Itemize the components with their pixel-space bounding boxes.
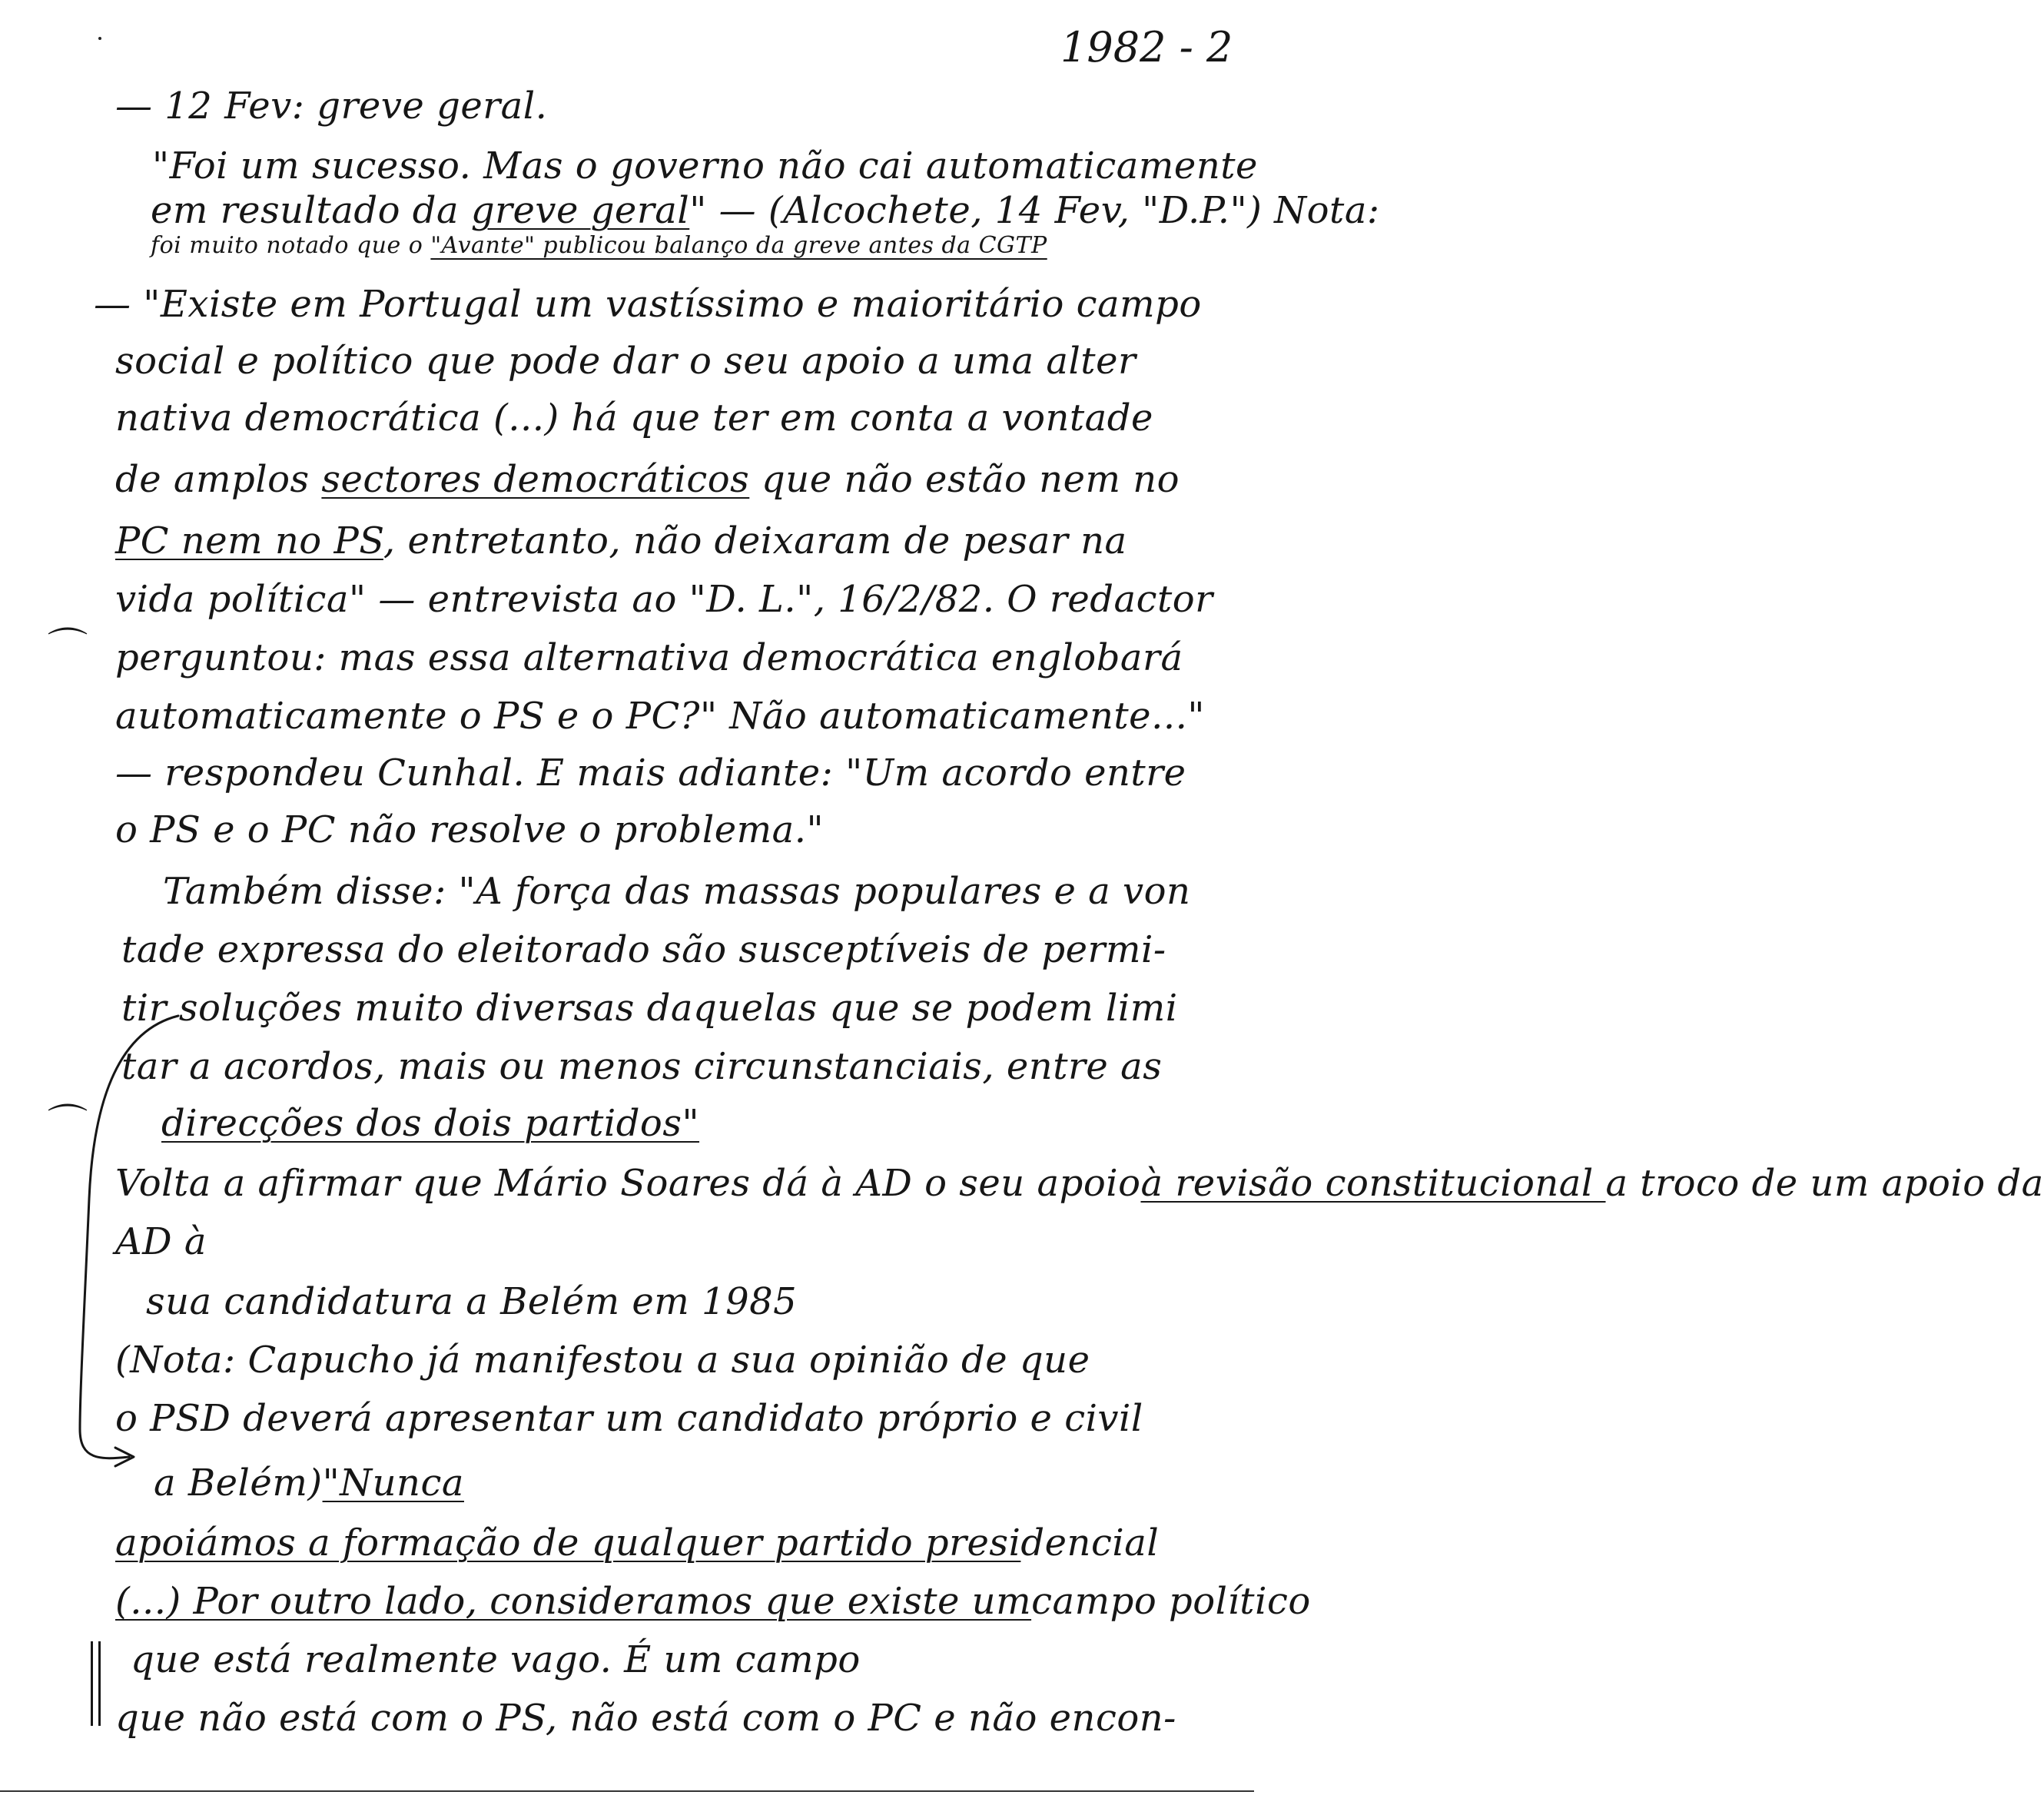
page-number: 1982 - 2 — [1060, 23, 1233, 71]
text-span: a troco de um apoio da — [1605, 1162, 2044, 1205]
note-line: "Foi um sucesso. Mas o governo não cai automaticamente — [152, 144, 1258, 187]
underlined-text: sectores democráticos — [321, 458, 750, 501]
margin-bracket-mark: ⌒ — [48, 1102, 88, 1148]
note-line: Também disse: "A força das massas populares e a von — [163, 870, 1191, 913]
underlined-text: (...) Por outro lado, consideramos que existe um — [115, 1580, 1032, 1623]
text-span: " — (Alcochete, 14 Fev, "D.P.") Nota: — [689, 189, 1380, 232]
underlined-text: greve geral — [470, 189, 690, 232]
text-span: Volta a afirmar que Mário Soares dá à AD o seu apoio — [115, 1162, 1141, 1205]
underlined-text: apoiámos a formação de qualquer partido presi — [115, 1521, 1021, 1564]
page-bottom-edge — [0, 1790, 1254, 1792]
note-line: AD à — [115, 1220, 207, 1263]
note-line: nativa democrática (...) há que ter em conta a vontade — [115, 396, 1153, 440]
note-line: que não está com o PS, não está com o PC e não encon- — [115, 1697, 1176, 1740]
note-line: (Nota: Capucho já manifestou a sua opinião de que — [115, 1339, 1090, 1382]
margin-bracket-mark: ⌒ — [48, 625, 88, 672]
note-line: que está realmente vago. É um campo — [131, 1638, 861, 1681]
note-line: automaticamente o PS e o PC?" Não automaticamente..." — [115, 695, 1205, 738]
underlined-text: à revisão constitucional — [1140, 1162, 1606, 1205]
note-line: — 12 Fev: greve geral. — [115, 85, 548, 128]
note-line: perguntou: mas essa alternativa democrática englobará — [115, 636, 1183, 679]
text-span: , entretanto, não deixaram de pesar na — [383, 519, 1127, 562]
note-line: vida política" — entrevista ao "D. L.", 16/2/82. O redactor — [115, 578, 1213, 621]
note-line: — respondeu Cunhal. E mais adiante: "Um acordo entre — [115, 752, 1186, 795]
underlined-text: direcções dos dois partidos" — [161, 1102, 700, 1145]
underlined-text: "Nunca — [322, 1462, 464, 1505]
text-span: a Belém) — [154, 1462, 323, 1505]
note-line: — "Existe em Portugal um vastíssimo e maioritário campo — [94, 283, 1202, 326]
note-line: tade expressa do eleitorado são susceptíveis de permi- — [121, 928, 1166, 971]
text-span: que não estão nem no — [749, 458, 1180, 501]
text-span: dencial — [1020, 1521, 1160, 1564]
text-span: de amplos — [115, 458, 322, 501]
text-span: campo político — [1031, 1580, 1311, 1623]
note-line: sua candidatura a Belém em 1985 — [146, 1280, 798, 1323]
note-line: social e político que pode dar o seu apoio a uma alter — [115, 340, 1136, 383]
underlined-text: PC nem no PS — [115, 519, 383, 562]
text-span: em resultado da — [151, 189, 471, 232]
note-line: tir soluções muito diversas daquelas que se podem limi — [121, 987, 1178, 1030]
connector-arrow-path — [80, 1016, 178, 1458]
note-line: o PS e o PC não resolve o problema." — [115, 808, 825, 851]
note-line: tar a acordos, mais ou menos circunstanciais, entre as — [121, 1045, 1163, 1088]
text-span: foi muito notado que o — [151, 232, 431, 259]
note-line: o PSD deverá apresentar um candidato próprio e civil — [115, 1397, 1143, 1440]
underlined-text: "Avante" publicou balanço da greve antes da CGTP — [430, 232, 1047, 259]
